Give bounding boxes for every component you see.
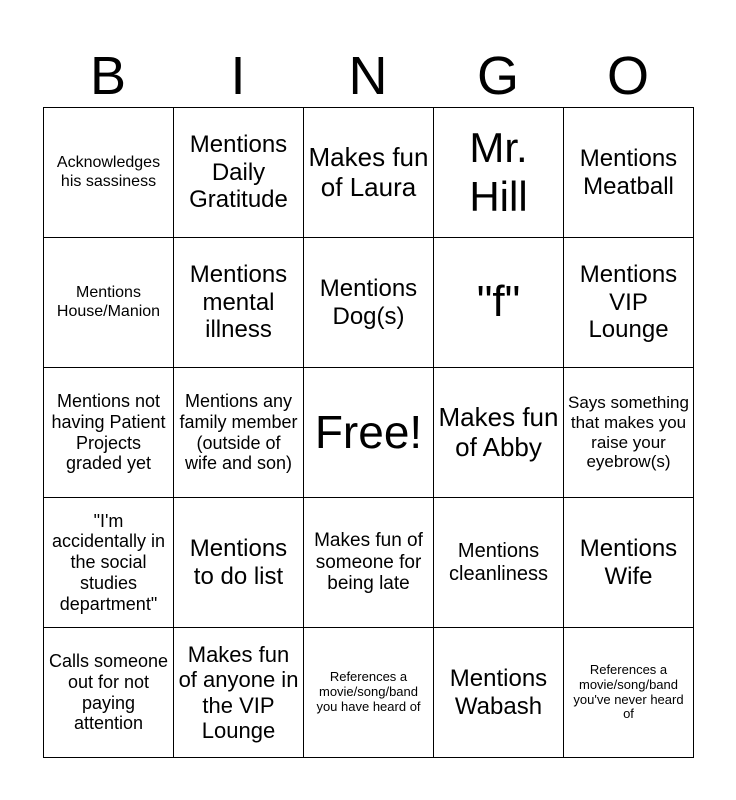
cell-text: Acknowledges his sassiness — [56, 154, 161, 190]
cell-text: Makes fun of Abby — [438, 401, 559, 462]
cell-text: References a movie/song/band you've never heard of — [573, 661, 684, 722]
header-letter-i: I — [230, 46, 246, 106]
bingo-cell[interactable] — [44, 368, 174, 498]
bingo-cell[interactable] — [434, 108, 564, 238]
cell-text: Free! — [314, 406, 423, 459]
cell-text: Mentions to do list — [189, 534, 288, 590]
bingo-cell[interactable] — [564, 498, 694, 628]
bingo-board — [43, 107, 694, 758]
cell-text: Mr. Hill — [469, 124, 528, 220]
cell-text: Mentions cleanliness — [449, 539, 548, 585]
bingo-cell[interactable] — [44, 498, 174, 628]
cell-text: "f" — [476, 277, 521, 327]
cell-text: Mentions Dog(s) — [319, 274, 418, 330]
bingo-cell[interactable] — [564, 238, 694, 368]
header-letter-o: O — [606, 46, 649, 106]
cell-text: References a movie/song/band you have heard of — [316, 669, 421, 714]
cell-text: Mentions mental illness — [189, 261, 288, 344]
bingo-cell[interactable] — [174, 238, 304, 368]
bingo-cell[interactable] — [304, 108, 434, 238]
bingo-cell[interactable] — [564, 108, 694, 238]
cell-text: Makes fun of anyone in the VIP Lounge — [178, 641, 299, 743]
board-row — [44, 108, 694, 238]
bingo-cell[interactable] — [174, 498, 304, 628]
bingo-cell[interactable] — [434, 628, 564, 758]
bingo-cell[interactable] — [304, 498, 434, 628]
board-row — [44, 498, 694, 628]
bingo-cell[interactable] — [44, 108, 174, 238]
header-letter-g: G — [476, 46, 519, 106]
bingo-cell[interactable] — [564, 368, 694, 498]
board-row — [44, 628, 694, 758]
bingo-cell[interactable] — [44, 628, 174, 758]
header-letter-b: B — [89, 46, 127, 106]
cell-text: Mentions House/Manion — [56, 284, 161, 320]
bingo-cell[interactable] — [174, 628, 304, 758]
cell-text: Mentions Daily Gratitude — [189, 131, 288, 214]
cell-text: "I'm accidentally in the social studies department" — [51, 510, 166, 614]
header-letter-n: N — [348, 46, 388, 106]
cell-text: Says something that makes you raise your eyebrow(s) — [568, 393, 689, 472]
cell-text: Makes fun of someone for being late — [314, 529, 423, 595]
bingo-cell[interactable] — [174, 108, 304, 238]
bingo-cell[interactable] — [434, 498, 564, 628]
free-cell[interactable] — [304, 368, 434, 498]
bingo-cell[interactable] — [304, 238, 434, 368]
bingo-cell[interactable] — [434, 368, 564, 498]
bingo-header — [43, 44, 693, 108]
cell-text: Mentions Wife — [579, 534, 678, 590]
bingo-cell[interactable] — [44, 238, 174, 368]
board-row — [44, 368, 694, 498]
cell-text: Calls someone out for not paying attention — [48, 651, 169, 734]
bingo-cell[interactable] — [304, 628, 434, 758]
cell-text: Mentions Meatball — [579, 144, 678, 200]
cell-text: Mentions Wabash — [449, 664, 548, 720]
cell-text: Mentions VIP Lounge — [579, 261, 678, 344]
bingo-cell[interactable] — [434, 238, 564, 368]
bingo-cell[interactable] — [564, 628, 694, 758]
cell-text: Makes fun of Laura — [308, 141, 429, 202]
cell-text: Mentions any family member (outside of wife and son) — [179, 391, 298, 474]
bingo-cell[interactable] — [174, 368, 304, 498]
cell-text: Mentions not having Patient Projects graded yet — [51, 391, 166, 474]
board-row — [44, 238, 694, 368]
